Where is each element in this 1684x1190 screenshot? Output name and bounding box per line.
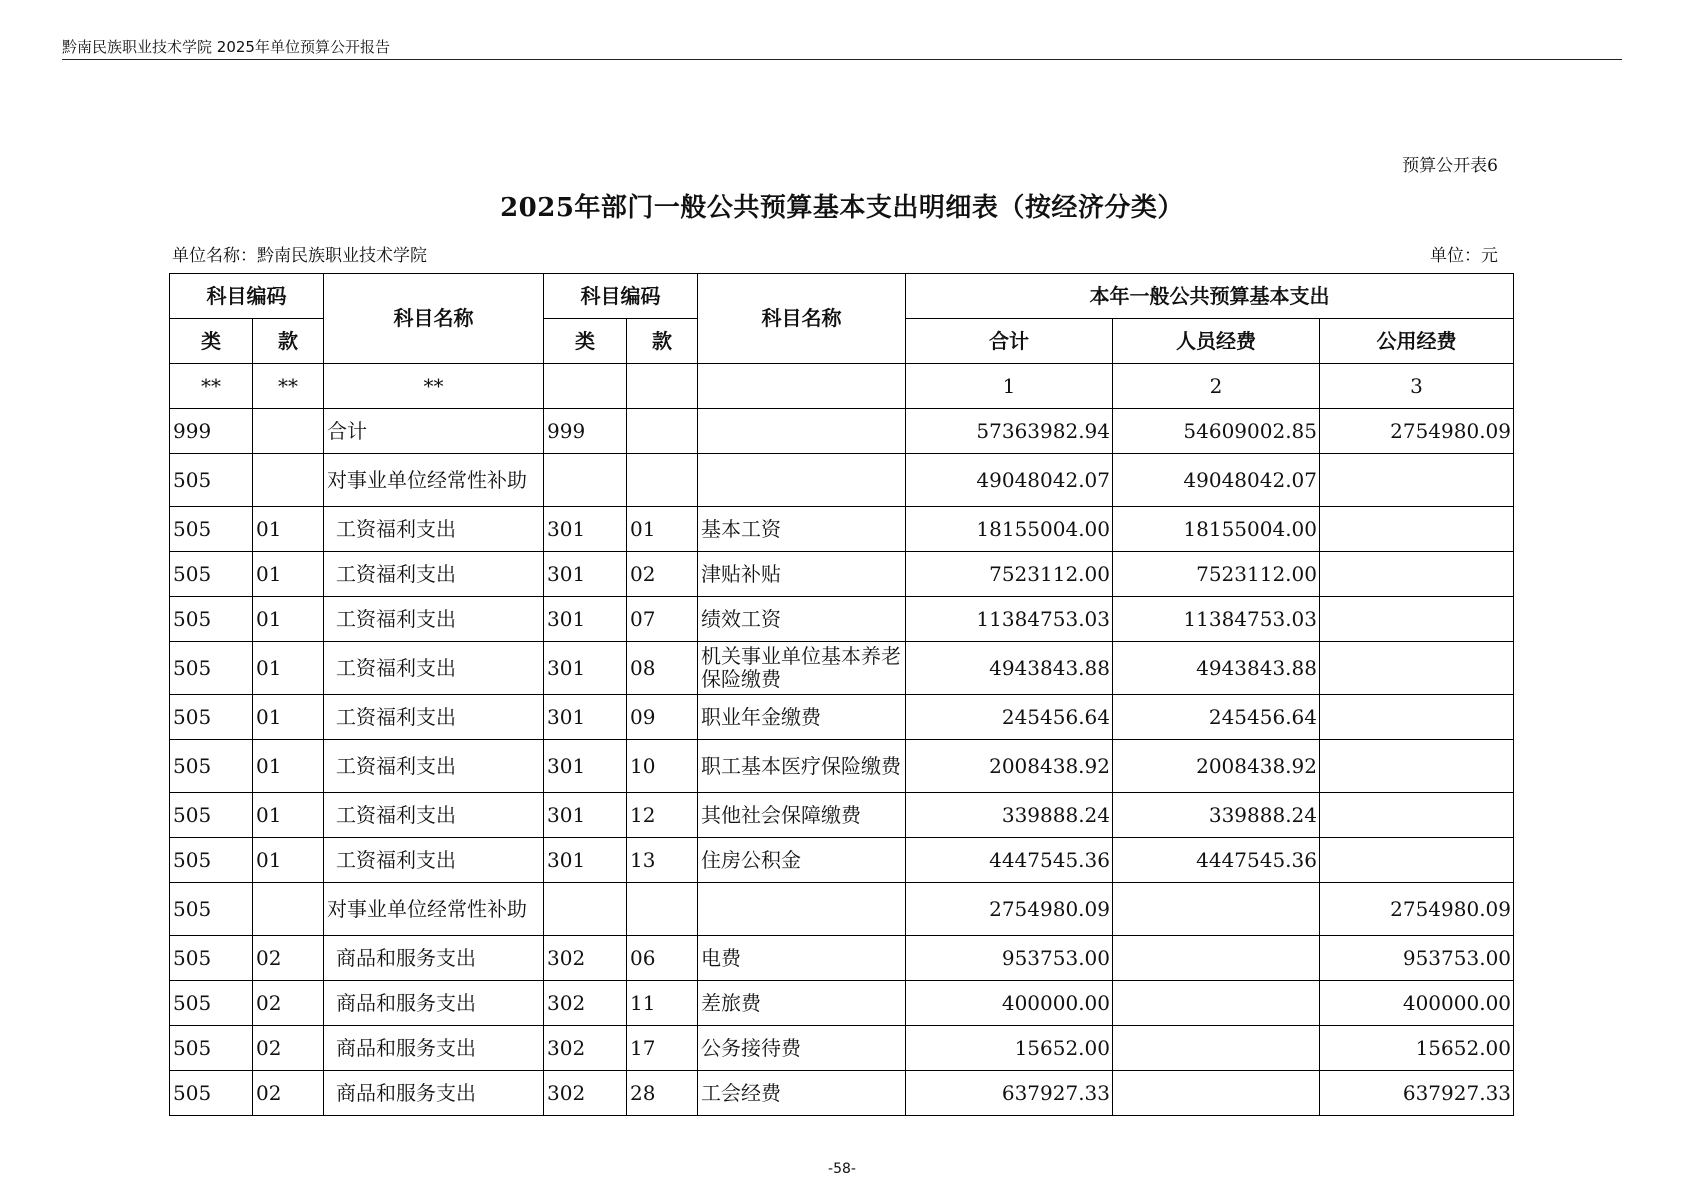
cell-name-b: 工会经费 (698, 1071, 906, 1116)
cell-public (1320, 454, 1514, 507)
table-row (170, 838, 1514, 883)
cell-total: 953753.00 (906, 936, 1113, 981)
header-public: 公用经费 (1320, 319, 1514, 364)
page-title: 2025年部门一般公共预算基本支出明细表（按经济分类） (500, 193, 1184, 223)
cell-kuan-b: 01 (627, 507, 698, 552)
cell-lei-a: 505 (170, 936, 253, 981)
cell-total: 2008438.92 (906, 740, 1113, 793)
cell-name-b: 基本工资 (698, 507, 906, 552)
cell-lei-b: 301 (544, 695, 627, 740)
cell-total: 57363982.94 (906, 409, 1113, 454)
cell-personnel (1113, 981, 1320, 1026)
cell-lei-a: 505 (170, 552, 253, 597)
cell-kuan-a: 01 (253, 597, 324, 642)
header-rule (62, 59, 1622, 60)
index-cell (544, 364, 627, 409)
cell-personnel: 18155004.00 (1113, 507, 1320, 552)
cell-name-b: 职业年金缴费 (698, 695, 906, 740)
cell-public (1320, 597, 1514, 642)
cell-personnel: 2008438.92 (1113, 740, 1320, 793)
cell-public (1320, 793, 1514, 838)
cell-kuan-a: 01 (253, 642, 324, 695)
cell-name-b: 公务接待费 (698, 1026, 906, 1071)
cell-name-b: 津贴补贴 (698, 552, 906, 597)
cell-kuan-b: 07 (627, 597, 698, 642)
cell-public: 2754980.09 (1320, 409, 1514, 454)
cell-name-b (698, 454, 906, 507)
cell-name-b: 其他社会保障缴费 (698, 793, 906, 838)
table-row (170, 409, 1514, 454)
cell-name-a: 工资福利支出 (324, 642, 544, 695)
cell-name-b (698, 409, 906, 454)
cell-lei-b: 301 (544, 507, 627, 552)
cell-lei-a: 505 (170, 454, 253, 507)
cell-total: 339888.24 (906, 793, 1113, 838)
index-cell: ** (324, 364, 544, 409)
cell-total: 2754980.09 (906, 883, 1113, 936)
cell-kuan-a: 02 (253, 1071, 324, 1116)
cell-kuan-a (253, 454, 324, 507)
header-kuan-a: 款 (253, 319, 324, 364)
cell-lei-a: 505 (170, 642, 253, 695)
cell-public: 637927.33 (1320, 1071, 1514, 1116)
table-row (170, 936, 1514, 981)
cell-public (1320, 507, 1514, 552)
cell-total: 49048042.07 (906, 454, 1113, 507)
header-total: 合计 (906, 319, 1113, 364)
cell-name-b: 电费 (698, 936, 906, 981)
cell-name-a: 工资福利支出 (324, 793, 544, 838)
cell-lei-a: 505 (170, 740, 253, 793)
cell-lei-a: 505 (170, 1026, 253, 1071)
cell-total: 7523112.00 (906, 552, 1113, 597)
index-cell: 1 (906, 364, 1113, 409)
cell-kuan-a: 01 (253, 552, 324, 597)
cell-name-a: 对事业单位经常性补助 (324, 883, 544, 936)
cell-lei-b: 301 (544, 642, 627, 695)
cell-kuan-a: 02 (253, 1026, 324, 1071)
cell-kuan-a: 01 (253, 740, 324, 793)
cell-personnel: 11384753.03 (1113, 597, 1320, 642)
table-row (170, 642, 1514, 695)
cell-lei-a: 505 (170, 883, 253, 936)
header-lei-a: 类 (170, 319, 253, 364)
cell-personnel: 7523112.00 (1113, 552, 1320, 597)
cell-personnel (1113, 1071, 1320, 1116)
table-row (170, 981, 1514, 1026)
header-expenditure-group: 本年一般公共预算基本支出 (906, 274, 1514, 319)
cell-total: 637927.33 (906, 1071, 1113, 1116)
table-row (170, 740, 1514, 793)
cell-kuan-a (253, 409, 324, 454)
cell-personnel: 4943843.88 (1113, 642, 1320, 695)
cell-name-a: 工资福利支出 (324, 597, 544, 642)
table-row (170, 695, 1514, 740)
index-cell (698, 364, 906, 409)
unit-name-label: 单位名称：黔南民族职业技术学院 (172, 246, 427, 266)
table-row (170, 597, 1514, 642)
cell-name-a: 商品和服务支出 (324, 981, 544, 1026)
cell-name-a: 工资福利支出 (324, 740, 544, 793)
table-row (170, 793, 1514, 838)
cell-lei-b: 302 (544, 1026, 627, 1071)
header-personnel: 人员经费 (1113, 319, 1320, 364)
cell-name-a: 商品和服务支出 (324, 1071, 544, 1116)
cell-name-a: 工资福利支出 (324, 552, 544, 597)
header-code-group-a: 科目编码 (170, 274, 324, 319)
cell-name-b: 绩效工资 (698, 597, 906, 642)
cell-total: 400000.00 (906, 981, 1113, 1026)
cell-public: 953753.00 (1320, 936, 1514, 981)
cell-kuan-b (627, 409, 698, 454)
cell-kuan-b: 06 (627, 936, 698, 981)
cell-total: 15652.00 (906, 1026, 1113, 1071)
cell-public: 400000.00 (1320, 981, 1514, 1026)
cell-public (1320, 695, 1514, 740)
cell-name-b (698, 883, 906, 936)
cell-personnel (1113, 1026, 1320, 1071)
cell-total: 18155004.00 (906, 507, 1113, 552)
cell-kuan-a: 01 (253, 507, 324, 552)
cell-lei-a: 505 (170, 981, 253, 1026)
cell-public (1320, 552, 1514, 597)
cell-public (1320, 740, 1514, 793)
cell-name-a: 工资福利支出 (324, 695, 544, 740)
cell-kuan-b: 11 (627, 981, 698, 1026)
cell-kuan-a: 02 (253, 981, 324, 1026)
header-code-group-b: 科目编码 (544, 274, 698, 319)
index-cell: ** (253, 364, 324, 409)
table-row (170, 1071, 1514, 1116)
cell-lei-b: 999 (544, 409, 627, 454)
cell-lei-a: 999 (170, 409, 253, 454)
cell-lei-b: 301 (544, 838, 627, 883)
budget-table (169, 273, 1514, 1116)
cell-lei-a: 505 (170, 695, 253, 740)
cell-kuan-a: 01 (253, 695, 324, 740)
cell-total: 4447545.36 (906, 838, 1113, 883)
cell-name-a: 商品和服务支出 (324, 936, 544, 981)
cell-lei-b (544, 883, 627, 936)
cell-kuan-b: 02 (627, 552, 698, 597)
header-lei-b: 类 (544, 319, 627, 364)
cell-kuan-a: 01 (253, 838, 324, 883)
cell-lei-b: 301 (544, 552, 627, 597)
cell-lei-b: 302 (544, 1071, 627, 1116)
index-cell (627, 364, 698, 409)
cell-kuan-b: 08 (627, 642, 698, 695)
cell-kuan-b: 28 (627, 1071, 698, 1116)
cell-kuan-b (627, 883, 698, 936)
cell-kuan-b: 12 (627, 793, 698, 838)
cell-lei-b: 301 (544, 740, 627, 793)
cell-public: 2754980.09 (1320, 883, 1514, 936)
cell-name-b: 住房公积金 (698, 838, 906, 883)
cell-name-a: 工资福利支出 (324, 507, 544, 552)
cell-public (1320, 642, 1514, 695)
table-row (170, 507, 1514, 552)
table-row (170, 552, 1514, 597)
cell-kuan-b (627, 454, 698, 507)
index-cell: ** (170, 364, 253, 409)
cell-total: 11384753.03 (906, 597, 1113, 642)
page-number: -58- (828, 1161, 856, 1177)
cell-personnel: 245456.64 (1113, 695, 1320, 740)
cell-lei-a: 505 (170, 793, 253, 838)
header-name-a: 科目名称 (324, 274, 544, 364)
cell-kuan-b: 13 (627, 838, 698, 883)
cell-lei-a: 505 (170, 507, 253, 552)
cell-personnel: 4447545.36 (1113, 838, 1320, 883)
table-number: 预算公开表6 (1402, 156, 1498, 176)
cell-name-b: 职工基本医疗保险缴费 (698, 740, 906, 793)
index-cell: 2 (1113, 364, 1320, 409)
cell-kuan-b: 17 (627, 1026, 698, 1071)
cell-personnel: 339888.24 (1113, 793, 1320, 838)
cell-total: 4943843.88 (906, 642, 1113, 695)
cell-personnel (1113, 883, 1320, 936)
cell-personnel: 54609002.85 (1113, 409, 1320, 454)
cell-public (1320, 838, 1514, 883)
table-row (170, 883, 1514, 936)
header-name-b: 科目名称 (698, 274, 906, 364)
cell-lei-b: 302 (544, 936, 627, 981)
currency-unit-label: 单位：元 (1430, 246, 1498, 266)
cell-lei-b: 301 (544, 793, 627, 838)
cell-name-a: 商品和服务支出 (324, 1026, 544, 1071)
cell-lei-a: 505 (170, 1071, 253, 1116)
index-row (170, 364, 1514, 409)
cell-name-b: 差旅费 (698, 981, 906, 1026)
cell-lei-a: 505 (170, 597, 253, 642)
cell-lei-b: 302 (544, 981, 627, 1026)
cell-name-b: 机关事业单位基本养老保险缴费 (698, 642, 906, 695)
table-row (170, 454, 1514, 507)
running-header: 黔南民族职业技术学院 2025年单位预算公开报告 (62, 38, 390, 56)
cell-kuan-b: 09 (627, 695, 698, 740)
cell-name-a: 合计 (324, 409, 544, 454)
cell-personnel: 49048042.07 (1113, 454, 1320, 507)
cell-name-a: 对事业单位经常性补助 (324, 454, 544, 507)
cell-kuan-a: 01 (253, 793, 324, 838)
cell-lei-b: 301 (544, 597, 627, 642)
cell-lei-a: 505 (170, 838, 253, 883)
cell-kuan-a: 02 (253, 936, 324, 981)
header-row-1 (170, 274, 1514, 319)
cell-lei-b (544, 454, 627, 507)
table-row (170, 1026, 1514, 1071)
cell-public: 15652.00 (1320, 1026, 1514, 1071)
cell-kuan-b: 10 (627, 740, 698, 793)
cell-personnel (1113, 936, 1320, 981)
cell-total: 245456.64 (906, 695, 1113, 740)
header-kuan-b: 款 (627, 319, 698, 364)
cell-kuan-a (253, 883, 324, 936)
cell-name-a: 工资福利支出 (324, 838, 544, 883)
index-cell: 3 (1320, 364, 1514, 409)
